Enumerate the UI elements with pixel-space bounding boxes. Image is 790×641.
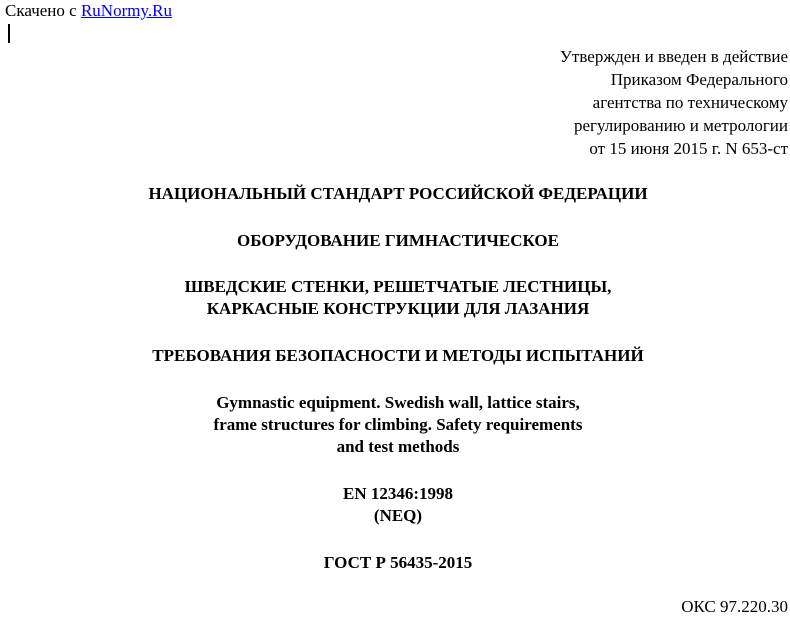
subject-heading (0, 276, 790, 320)
equipment-heading (0, 230, 790, 252)
gost-number-heading (0, 552, 790, 574)
english-title-line: and test methods (336, 437, 460, 456)
english-title (0, 392, 790, 458)
english-title-line: frame structures for climbing. Safety requirements (213, 415, 583, 434)
oks-code: ОКС 97.220.30 (681, 597, 788, 616)
approval-block (560, 45, 788, 160)
english-title-line: Gymnastic equipment. Swedish wall, lattice stairs, (216, 393, 580, 412)
source-prefix: Скачено с (5, 1, 77, 20)
national-standard-heading (0, 183, 790, 205)
approval-line: регулированию и метрологии (573, 116, 788, 135)
en-reference (0, 483, 790, 527)
approval-line: агентства по техническому (592, 93, 788, 112)
text-cursor (8, 24, 10, 43)
national-standard-text: НАЦИОНАЛЬНЫЙ СТАНДАРТ РОССИЙСКОЙ ФЕДЕРАЦИИ (148, 184, 648, 203)
approval-line: от 15 июня 2015 г. N 653-ст (589, 139, 788, 158)
requirements-text: ТРЕБОВАНИЯ БЕЗОПАСНОСТИ И МЕТОДЫ ИСПЫТАНИЙ (152, 346, 644, 365)
source-link[interactable]: RuNormy.Ru (80, 1, 172, 20)
subject-line: КАРКАСНЫЕ КОНСТРУКЦИИ ДЛЯ ЛАЗАНИЯ (206, 299, 590, 318)
equipment-text: ОБОРУДОВАНИЕ ГИМНАСТИЧЕСКОЕ (237, 231, 559, 250)
gost-number: ГОСТ Р 56435-2015 (323, 553, 473, 572)
approval-line: Приказом Федерального (610, 70, 788, 89)
requirements-heading (0, 345, 790, 367)
approval-line: Утвержден и введен в действие (559, 47, 788, 66)
en-reference-line: EN 12346:1998 (342, 484, 454, 503)
subject-line: ШВЕДСКИЕ СТЕНКИ, РЕШЕТЧАТЫЕ ЛЕСТНИЦЫ, (184, 277, 612, 296)
source-line (5, 1, 172, 21)
en-reference-line: (NEQ) (373, 506, 423, 525)
